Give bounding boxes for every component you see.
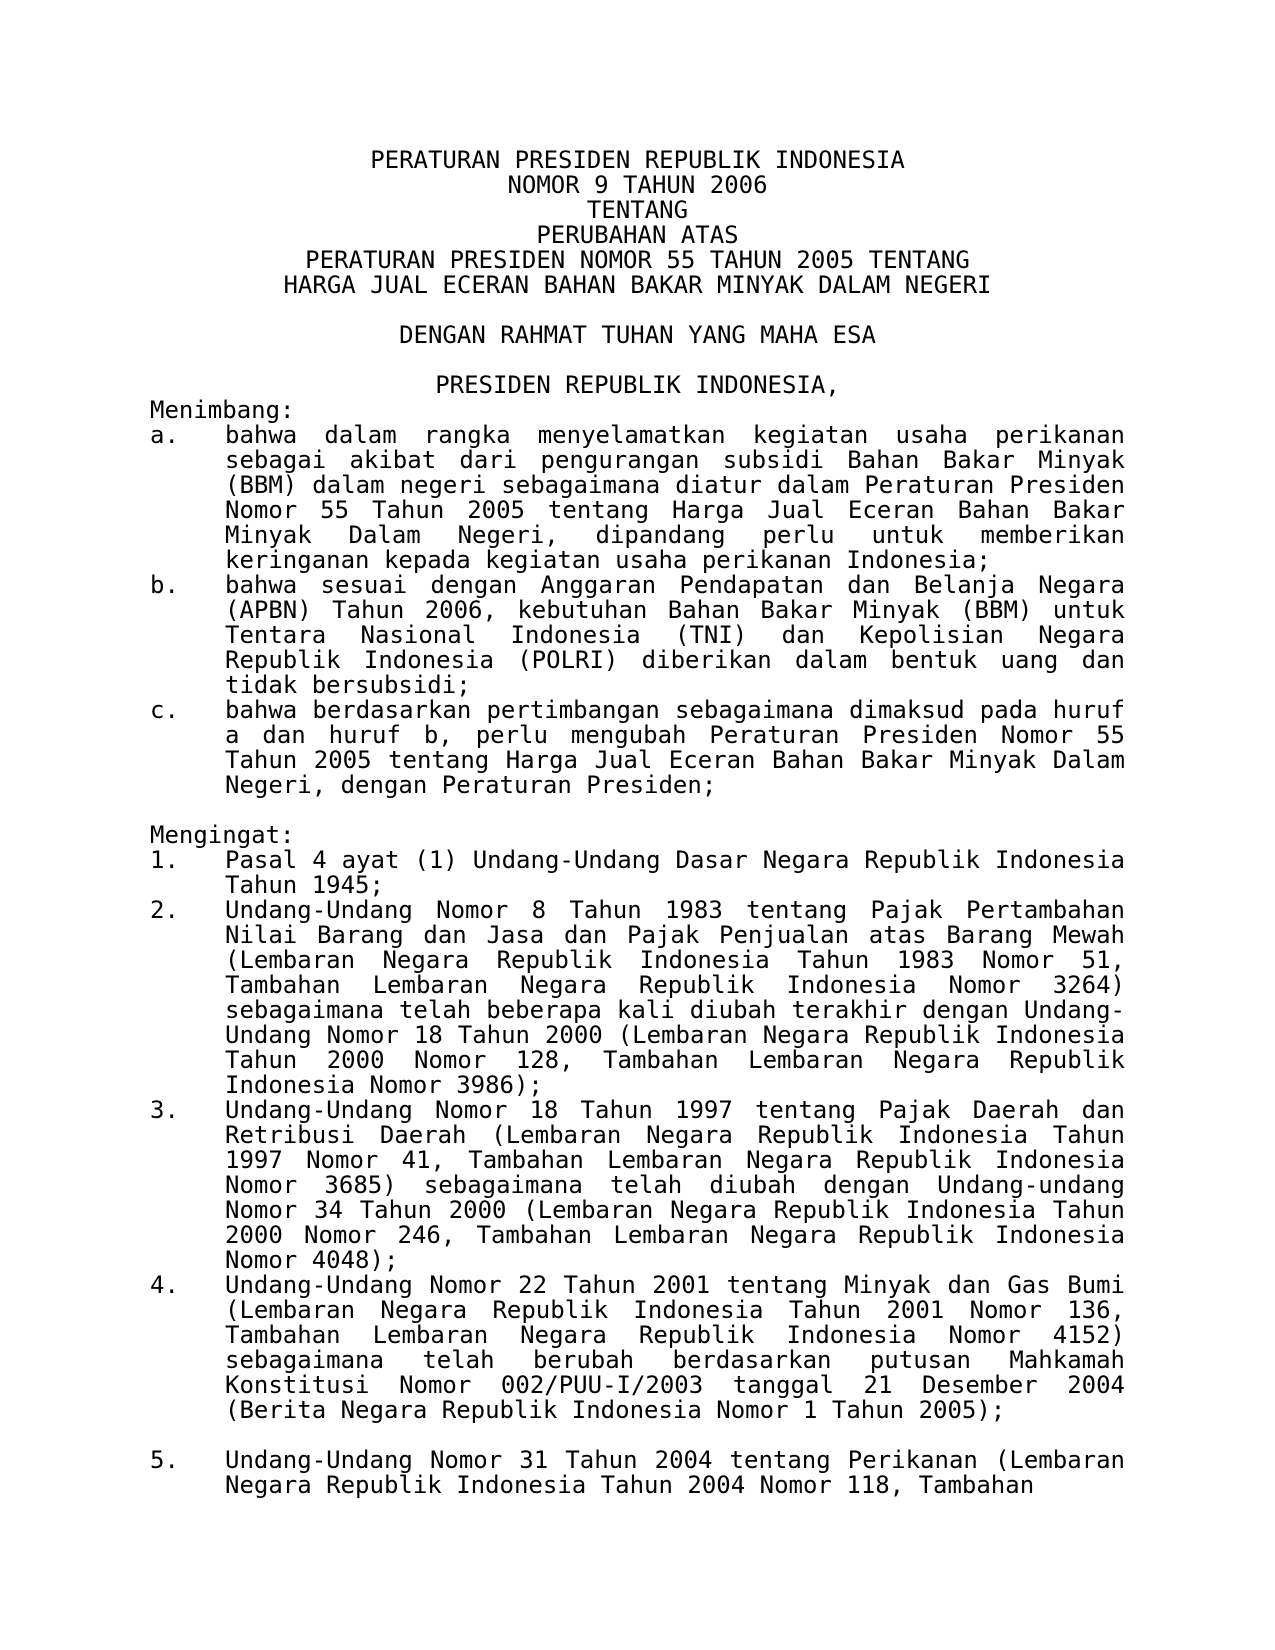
item-marker: 1. xyxy=(150,846,179,874)
mengingat-item-5 xyxy=(150,1448,1125,1498)
title-line-3: TENTANG xyxy=(586,196,689,224)
menimbang-item-a xyxy=(150,423,1125,573)
item-text: bahwa dalam rangka menyelamatkan kegiatan usaha perikanan sebagai akibat dari pengurangan subsidi Bahan Bakar Minyak (BBM) dalam negeri sebagaimana diatur dalam Peraturan Presiden Nomor 55 Tahun 2005 tentang Harga Jual Eceran Bahan Bakar Minyak Dalam Negeri, dipandang perlu untuk memberikan keringanan kepada kegiatan usaha perikanan Indonesia; xyxy=(225,421,1125,574)
item-marker: c. xyxy=(150,696,179,724)
item-marker: a. xyxy=(150,421,179,449)
item-marker: b. xyxy=(150,571,179,599)
spacer xyxy=(150,798,1125,823)
item-marker: 2. xyxy=(150,896,179,924)
mengingat-item-1 xyxy=(150,848,1125,898)
invocation: DENGAN RAHMAT TUHAN YANG MAHA ESA xyxy=(399,321,876,349)
mengingat-item-2 xyxy=(150,898,1125,1098)
menimbang-label: Menimbang: xyxy=(150,396,295,424)
item-text: bahwa berdasarkan pertimbangan sebagaimana dimaksud pada huruf a dan huruf b, perlu mengubah Peraturan Presiden Nomor 55 Tahun 2005 tentang Harga Jual Eceran Bahan Bakar Minyak Dalam Negeri, dengan Peraturan Presiden; xyxy=(225,696,1125,799)
mengingat-item-3 xyxy=(150,1098,1125,1273)
title-line-4: PERUBAHAN ATAS xyxy=(536,221,739,249)
item-text: Undang-Undang Nomor 18 Tahun 1997 tentang Pajak Daerah dan Retribusi Daerah (Lembaran Negara Republik Indonesia Tahun 1997 Nomor 41, Tambahan Lembaran Negara Republik Indonesia Nomor 3685) sebagaimana telah diubah dengan Undang-undang Nomor 34 Tahun 2000 (Lembaran Negara Republik Indonesia Tahun 2000 Nomor 246, Tambahan Lembaran Negara Republik Indonesia Nomor 4048); xyxy=(225,1096,1125,1274)
item-text: Undang-Undang Nomor 31 Tahun 2004 tentang Perikanan (Lembaran Negara Republik Indonesia Tahun 2004 Nomor 118, Tambahan xyxy=(225,1446,1125,1499)
menimbang-item-c xyxy=(150,698,1125,798)
item-text: Undang-Undang Nomor 22 Tahun 2001 tentang Minyak dan Gas Bumi (Lembaran Negara Republik Indonesia Tahun 2001 Nomor 136, Tambahan Lembaran Negara Republik Indonesia Nomor 4152) sebagaimana telah berubah berdasarkan putusan Mahkamah Konstitusi Nomor 002/PUU-I/2003 tanggal 21 Desember 2004 (Berita Negara Republik Indonesia Nomor 1 Tahun 2005); xyxy=(225,1271,1125,1424)
item-marker: 5. xyxy=(150,1446,179,1474)
title-line-6: HARGA JUAL ECERAN BAHAN BAKAR MINYAK DALAM NEGERI xyxy=(283,271,992,299)
authority: PRESIDEN REPUBLIK INDONESIA, xyxy=(435,371,840,399)
spacer xyxy=(150,348,1125,373)
item-text: Undang-Undang Nomor 8 Tahun 1983 tentang Pajak Pertambahan Nilai Barang dan Jasa dan Pajak Penjualan atas Barang Mewah (Lembaran Negara Republik Indonesia Tahun 1983 Nomor 51, Tambahan Lembaran Negara Republik Indonesia Nomor 3264) sebagaimana telah beberapa kali diubah terakhir dengan Undang-Undang Nomor 18 Tahun 2000 (Lembaran Negara Republik Indonesia Tahun 2000 Nomor 128, Tambahan Lembaran Negara Republik Indonesia Nomor 3986); xyxy=(225,896,1125,1099)
item-text: Pasal 4 ayat (1) Undang-Undang Dasar Negara Republik Indonesia Tahun 1945; xyxy=(225,846,1125,899)
item-marker: 4. xyxy=(150,1271,179,1299)
menimbang-item-b xyxy=(150,573,1125,698)
document-body xyxy=(150,148,1125,1498)
mengingat-item-4 xyxy=(150,1273,1125,1423)
mengingat-label: Mengingat: xyxy=(150,821,295,849)
spacer xyxy=(150,298,1125,323)
item-text: bahwa sesuai dengan Anggaran Pendapatan dan Belanja Negara (APBN) Tahun 2006, kebutuhan Bahan Bakar Minyak (BBM) untuk Tentara Nasional Indonesia (TNI) dan Kepolisian Negara Republik Indonesia (POLRI) diberikan dalam bentuk uang dan tidak bersubsidi; xyxy=(225,571,1125,699)
title-line-2: NOMOR 9 TAHUN 2006 xyxy=(507,171,768,199)
title-line-1: PERATURAN PRESIDEN REPUBLIK INDONESIA xyxy=(370,146,905,174)
spacer xyxy=(150,1423,1125,1448)
title-line-5: PERATURAN PRESIDEN NOMOR 55 TAHUN 2005 TENTANG xyxy=(305,246,970,274)
item-marker: 3. xyxy=(150,1096,179,1124)
